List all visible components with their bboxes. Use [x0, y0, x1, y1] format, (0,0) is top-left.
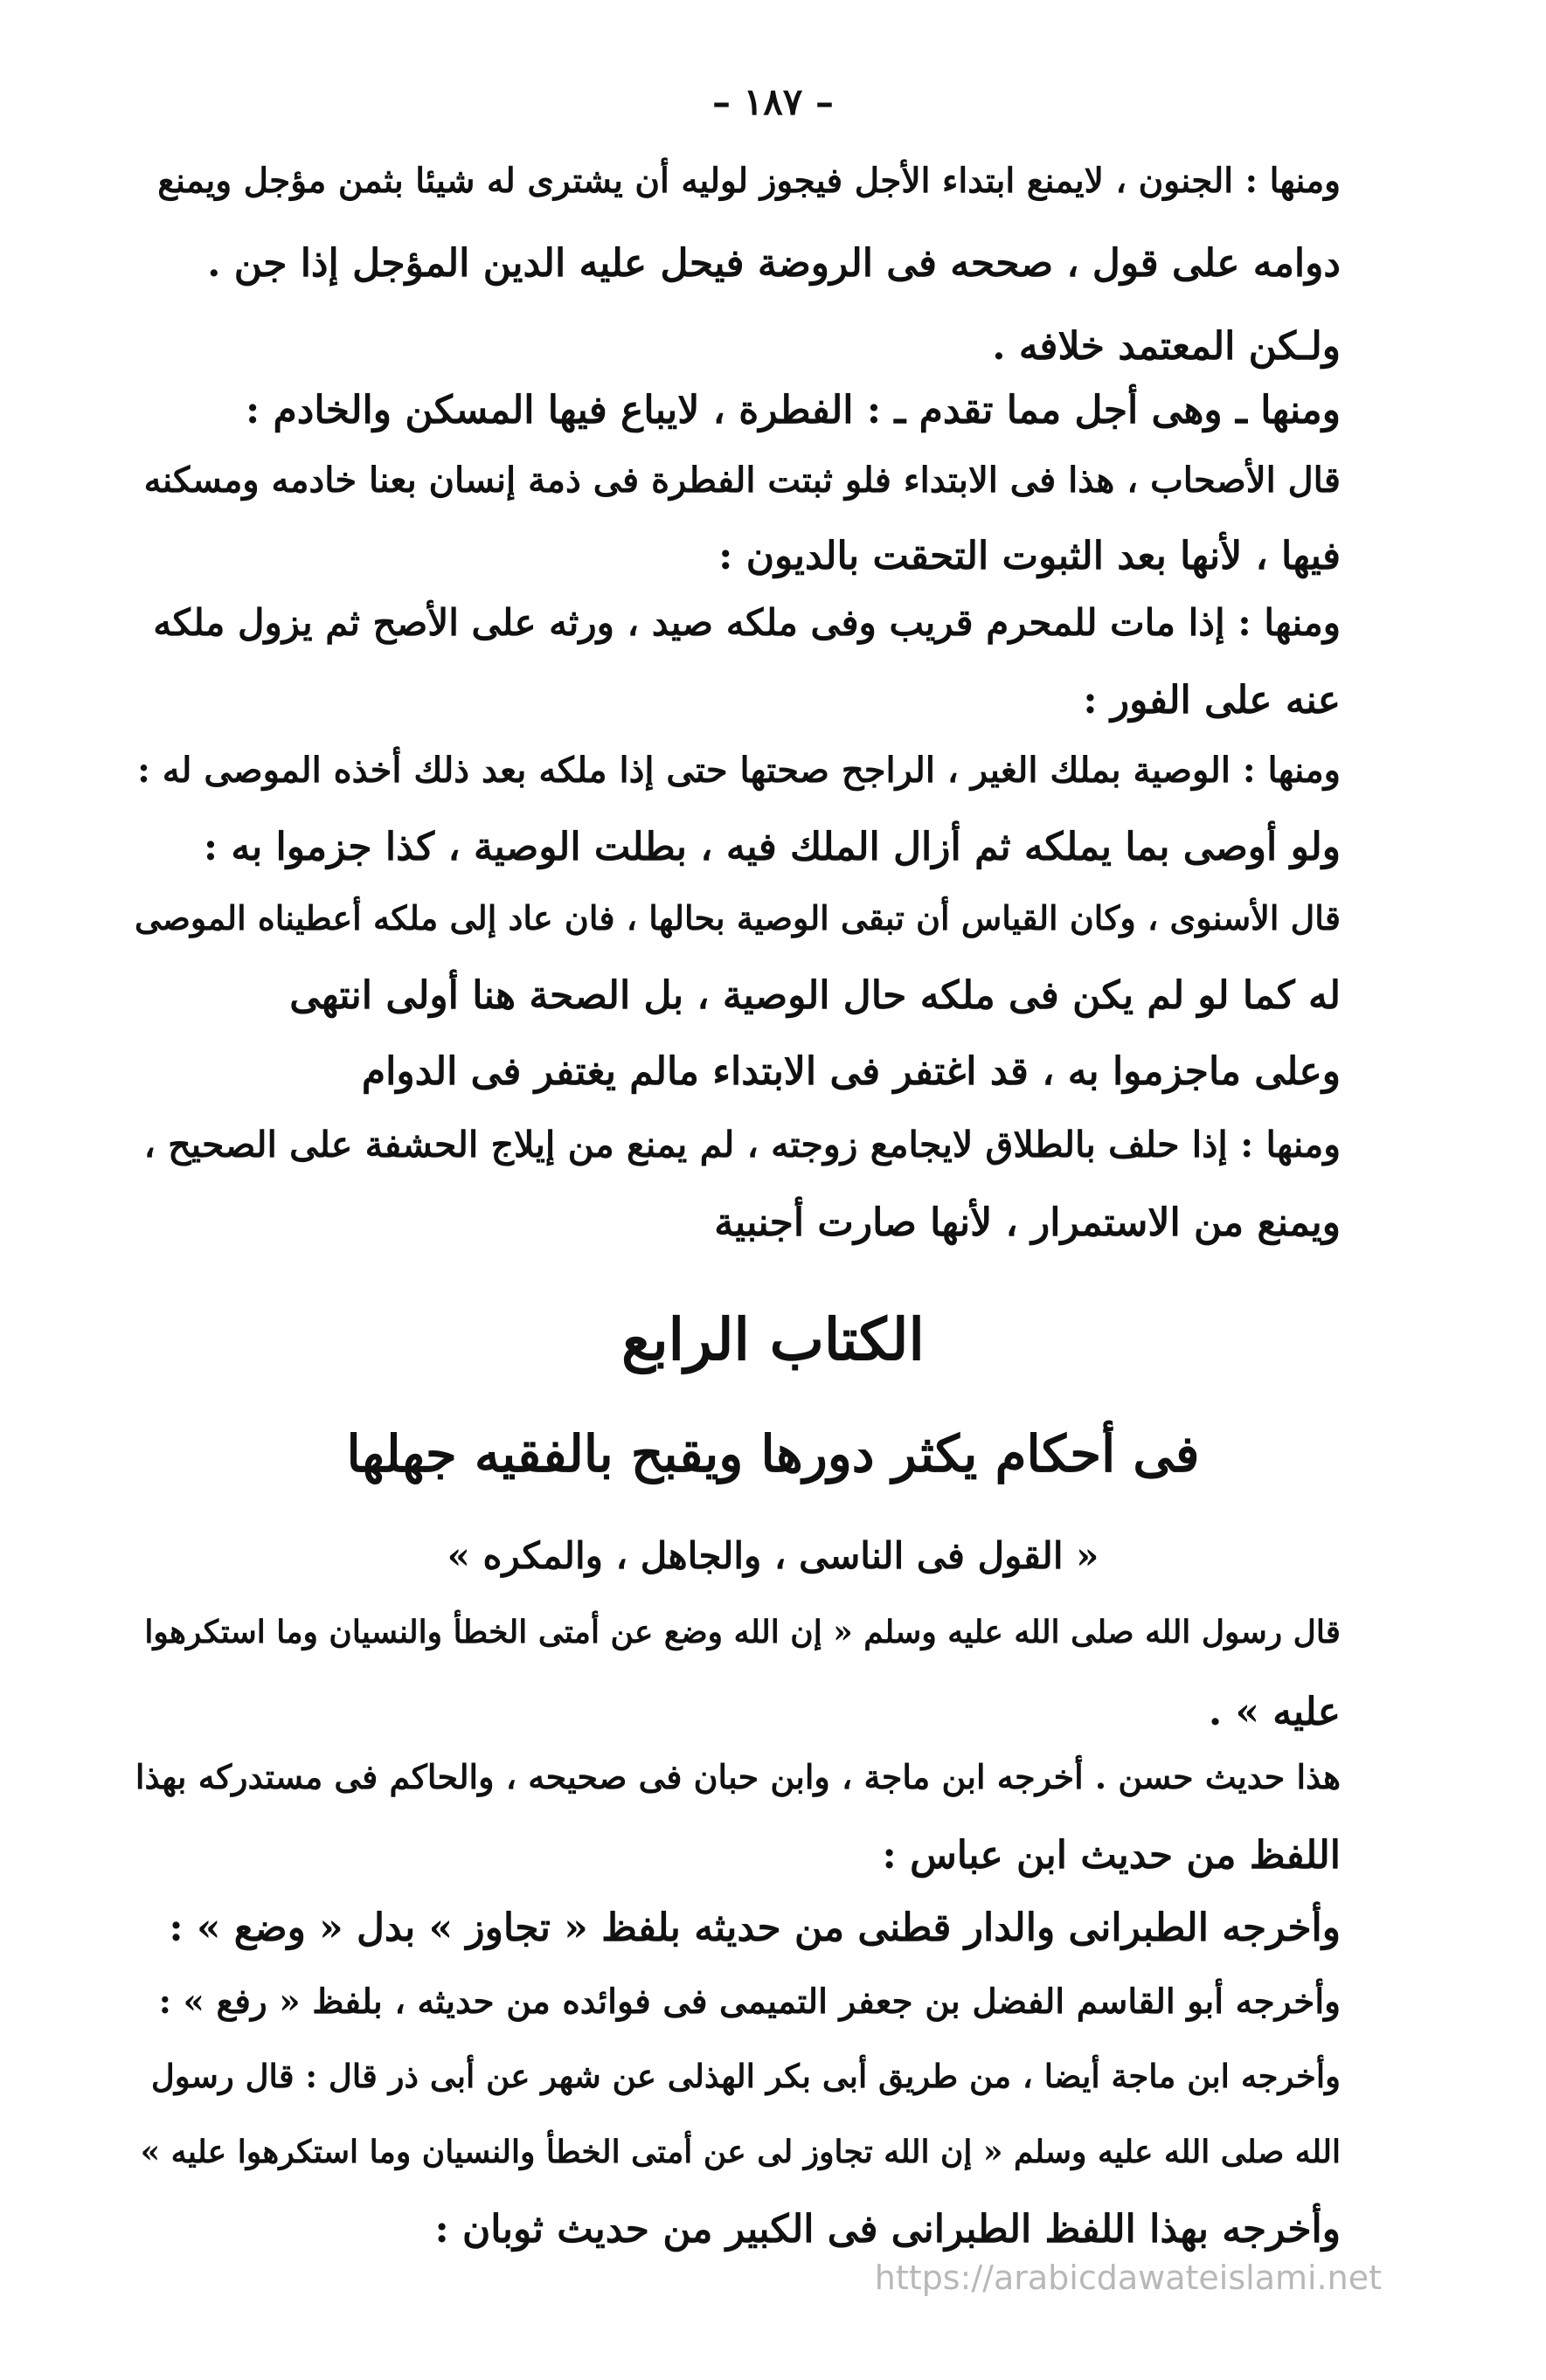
text-line: ومنها : الوصية بملك الغير ، الراجح صحتها حتى إذا ملكه بعد ذلك أخذه الموصى له : — [137, 750, 1341, 791]
text-line: وعلى ماجزموا به ، قد اغتفر فى الابتداء مالم يغتفر فى الدوام — [361, 1049, 1341, 1094]
text-line: وأخرجه أبو القاسم الفضل بن جعفر التميمى فى فوائده من حديثه ، بلفظ « رفع » : — [158, 1982, 1341, 2022]
text-line: قال الأسنوى ، وكان القياس أن تبقى الوصية بحالها ، فان عاد إلى ملكه أعطيناه الموصى — [134, 898, 1341, 937]
text-line: ويمنع من الاستمرار ، لأنها صارت أجنبية — [714, 1200, 1341, 1245]
watermark-url: https://arabicdawateislami.net — [874, 2259, 1382, 2297]
text-line: الله صلى الله عليه وسلم « إن الله تجاوز لى عن أمتى الخطأ والنسيان وما استكرهوا عليه » — [140, 2134, 1341, 2170]
text-line: قال رسول الله صلى الله عليه وسلم « إن الله وضع عن أمتى الخطأ والنسيان وما استكرهوا — [144, 1614, 1341, 1650]
text-line: فيها ، لأنها بعد الثبوت التحقت بالديون : — [718, 534, 1341, 578]
text-line: وأخرجه بهذا اللفظ الطبرانى فى الكبير من حديث ثوبان : — [434, 2207, 1341, 2252]
text-line: له كما لو لم يكن فى ملكه حال الوصية ، بل الصحة هنا أولى انتهى — [289, 973, 1341, 1018]
text-line: عليه » . — [1208, 1690, 1341, 1734]
text-line: ومنها : الجنون ، لايمنع ابتداء الأجل فيجوز لوليه أن يشترى له شيئا بثمن مؤجل ويمنع — [157, 161, 1341, 201]
page-number: – ١٨٧ – — [712, 80, 834, 123]
text-line: دوامه على قول ، صححه فى الروضة فيحل عليه الدين المؤجل إذا جن . — [207, 241, 1341, 286]
text-line: ولـكن المعتمد خلافه . — [992, 324, 1341, 369]
text-line: ومنها : إذا حلف بالطلاق لايجامع زوجته ، لم يمنع من إيلاج الحشفة على الصحيح ، — [143, 1124, 1341, 1166]
text-line: ومنها ـ وهى أجل مما تقدم ـ : الفطرة ، لايباع فيها المسكن والخادم : — [245, 388, 1341, 432]
text-line: ومنها : إذا مات للمحرم قريب وفى ملكه صيد ، ورثه على الأصح ثم يزول ملكه — [153, 601, 1341, 644]
text-line: ولو أوصى بما يملكه ثم أزال الملك فيه ، بطلت الوصية ، كذا جزموا به : — [203, 825, 1341, 869]
book-subtitle: فى أحكام يكثر دورها ويقبح بالفقيه جهلها — [346, 1424, 1200, 1484]
text-line: قال الأصحاب ، هذا فى الابتداء فلو ثبتت الفطرة فى ذمة إنسان بعنا خادمه ومسكنه — [143, 460, 1341, 501]
section-title: « القول فى الناسى ، والجاهل ، والمكره » — [447, 1534, 1099, 1577]
text-line: عنه على الفور : — [1083, 678, 1341, 723]
book-title: الكتاب الرابع — [621, 1305, 925, 1373]
text-line: وأخرجه ابن ماجة أيضا ، من طريق أبى بكر الهذلى عن شهر عن أبى ذر قال : قال رسول — [150, 2057, 1341, 2095]
text-line: وأخرجه الطبرانى والدار قطنى من حديثه بلفظ « تجاوز » بدل « وضع » : — [169, 1906, 1341, 1950]
text-line: اللفظ من حديث ابن عباس : — [882, 1833, 1341, 1878]
text-line: هذا حديث حسن . أخرجه ابن ماجة ، وابن حبان فى صحيحه ، والحاكم فى مستدركه بهذا — [135, 1757, 1341, 1796]
